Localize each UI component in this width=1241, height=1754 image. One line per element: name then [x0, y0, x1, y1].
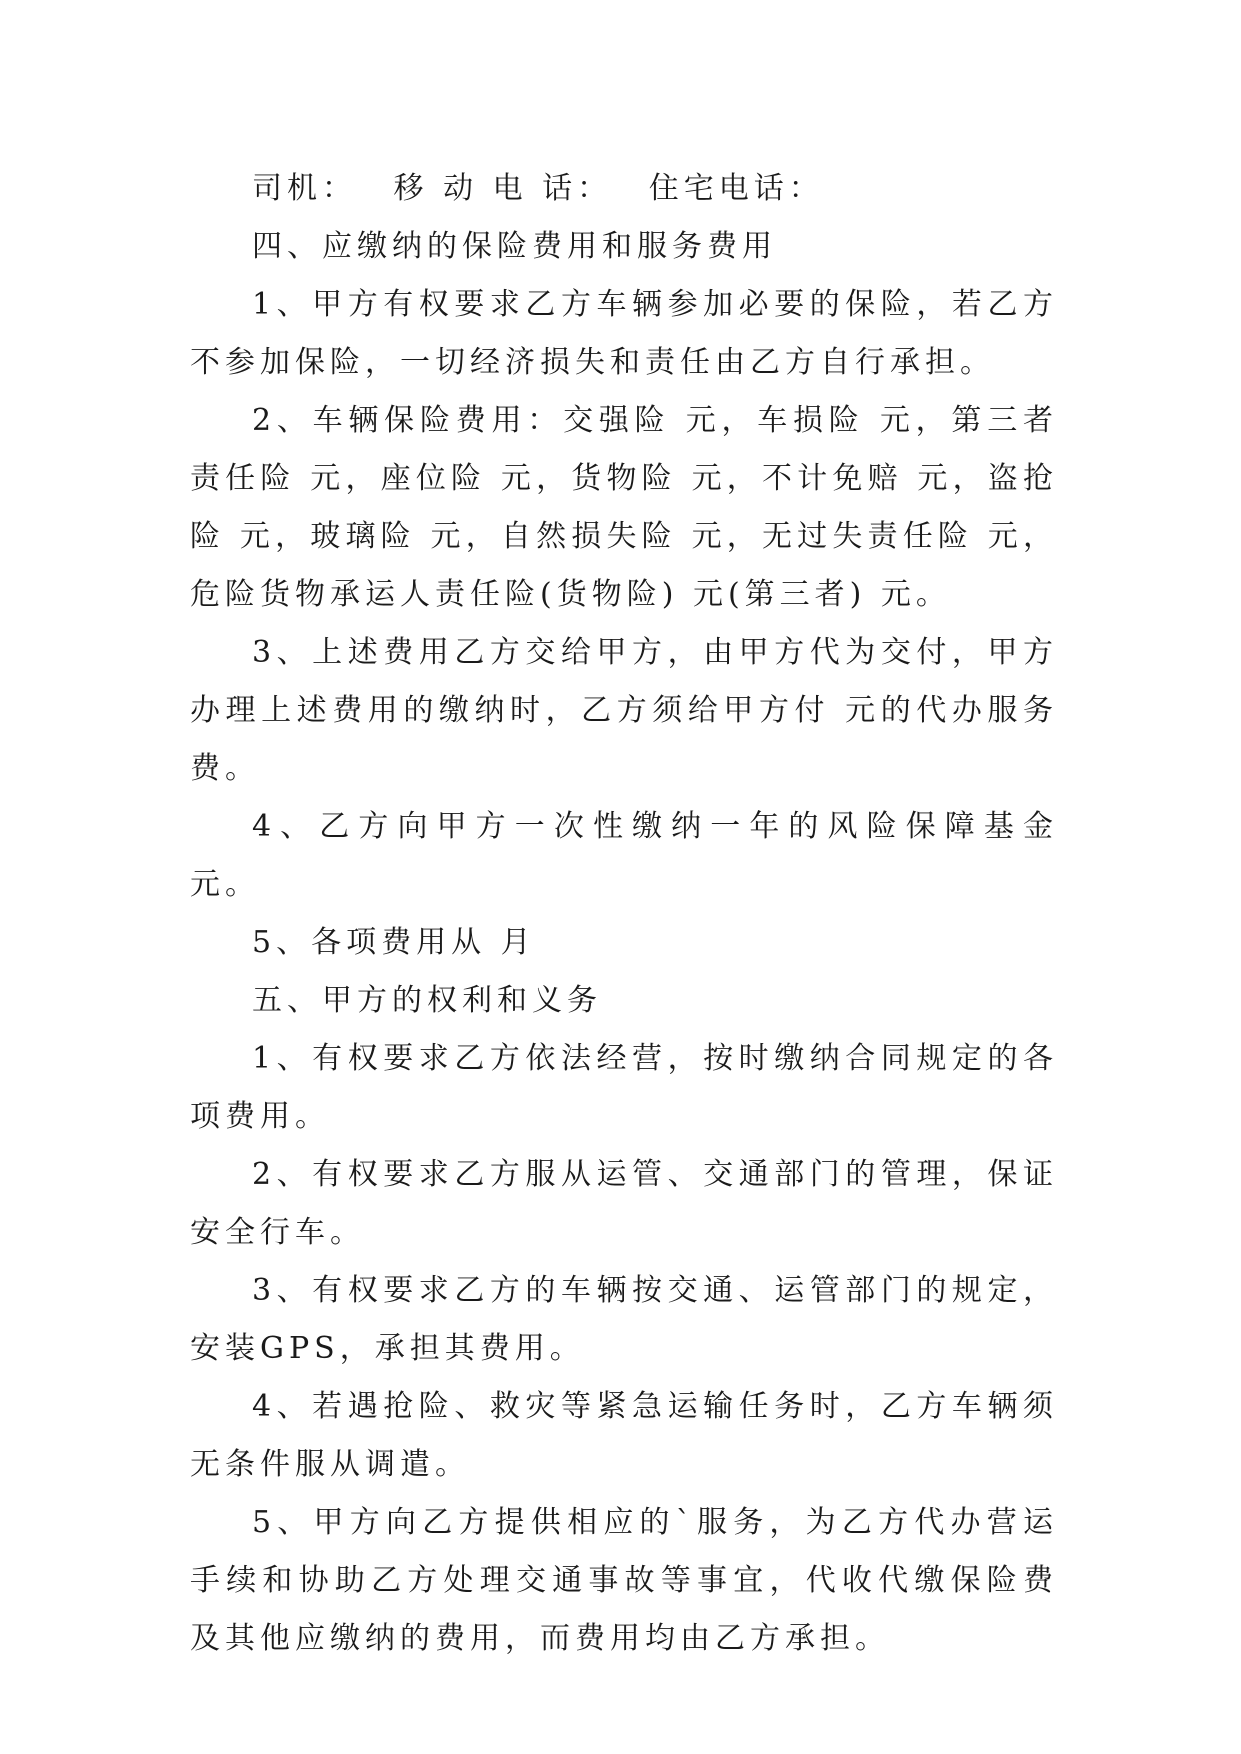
paragraph: 5、各项费用从 月 — [252, 925, 536, 960]
home-phone-label: 住宅电话： — [648, 171, 824, 206]
document-body — [190, 160, 1058, 1668]
paragraph: 1、有权要求乙方依法经营，按时缴纳合同规定的各项费用。 — [190, 1041, 1058, 1134]
paragraph: 2、车辆保险费用：交强险 元，车损险 元，第三者责任险 元，座位险 元，货物险 元，不计免赔 元，盗抢险 元，玻璃险 元，自然损失险 元，无过失责任险 元，危险货物承运人责任险(货物险) 元(第三者) 元。 — [190, 403, 1058, 612]
section-heading-fees: 四、应缴纳的保险费用和服务费用 — [252, 229, 777, 264]
paragraph: 5、甲方向乙方提供相应的`服务，为乙方代办营运手续和协助乙方处理交通事故等事宜，代收代缴保险费及其他应缴纳的费用，而费用均由乙方承担。 — [190, 1505, 1058, 1656]
paragraph: 3、上述费用乙方交给甲方，由甲方代为交付，甲方办理上述费用的缴纳时，乙方须给甲方付 元的代办服务费。 — [190, 635, 1058, 786]
paragraph: 2、有权要求乙方服从运管、交通部门的管理，保证安全行车。 — [190, 1157, 1058, 1250]
mobile-phone-label: 移 动 电 话： — [393, 171, 613, 206]
paragraph: 3、有权要求乙方的车辆按交通、运管部门的规定，安装GPS，承担其费用。 — [190, 1273, 1058, 1366]
driver-label: 司机： — [252, 171, 357, 206]
section-heading-rights: 五、甲方的权利和义务 — [252, 983, 602, 1018]
paragraph: 4、若遇抢险、救灾等紧急运输任务时，乙方车辆须无条件服从调遣。 — [190, 1389, 1058, 1482]
driver-contact-line — [190, 160, 1058, 218]
paragraph: 4、乙方向甲方一次性缴纳一年的风险保障基金 元。 — [190, 809, 1058, 902]
paragraph: 1、甲方有权要求乙方车辆参加必要的保险，若乙方不参加保险，一切经济损失和责任由乙方自行承担。 — [190, 287, 1058, 380]
